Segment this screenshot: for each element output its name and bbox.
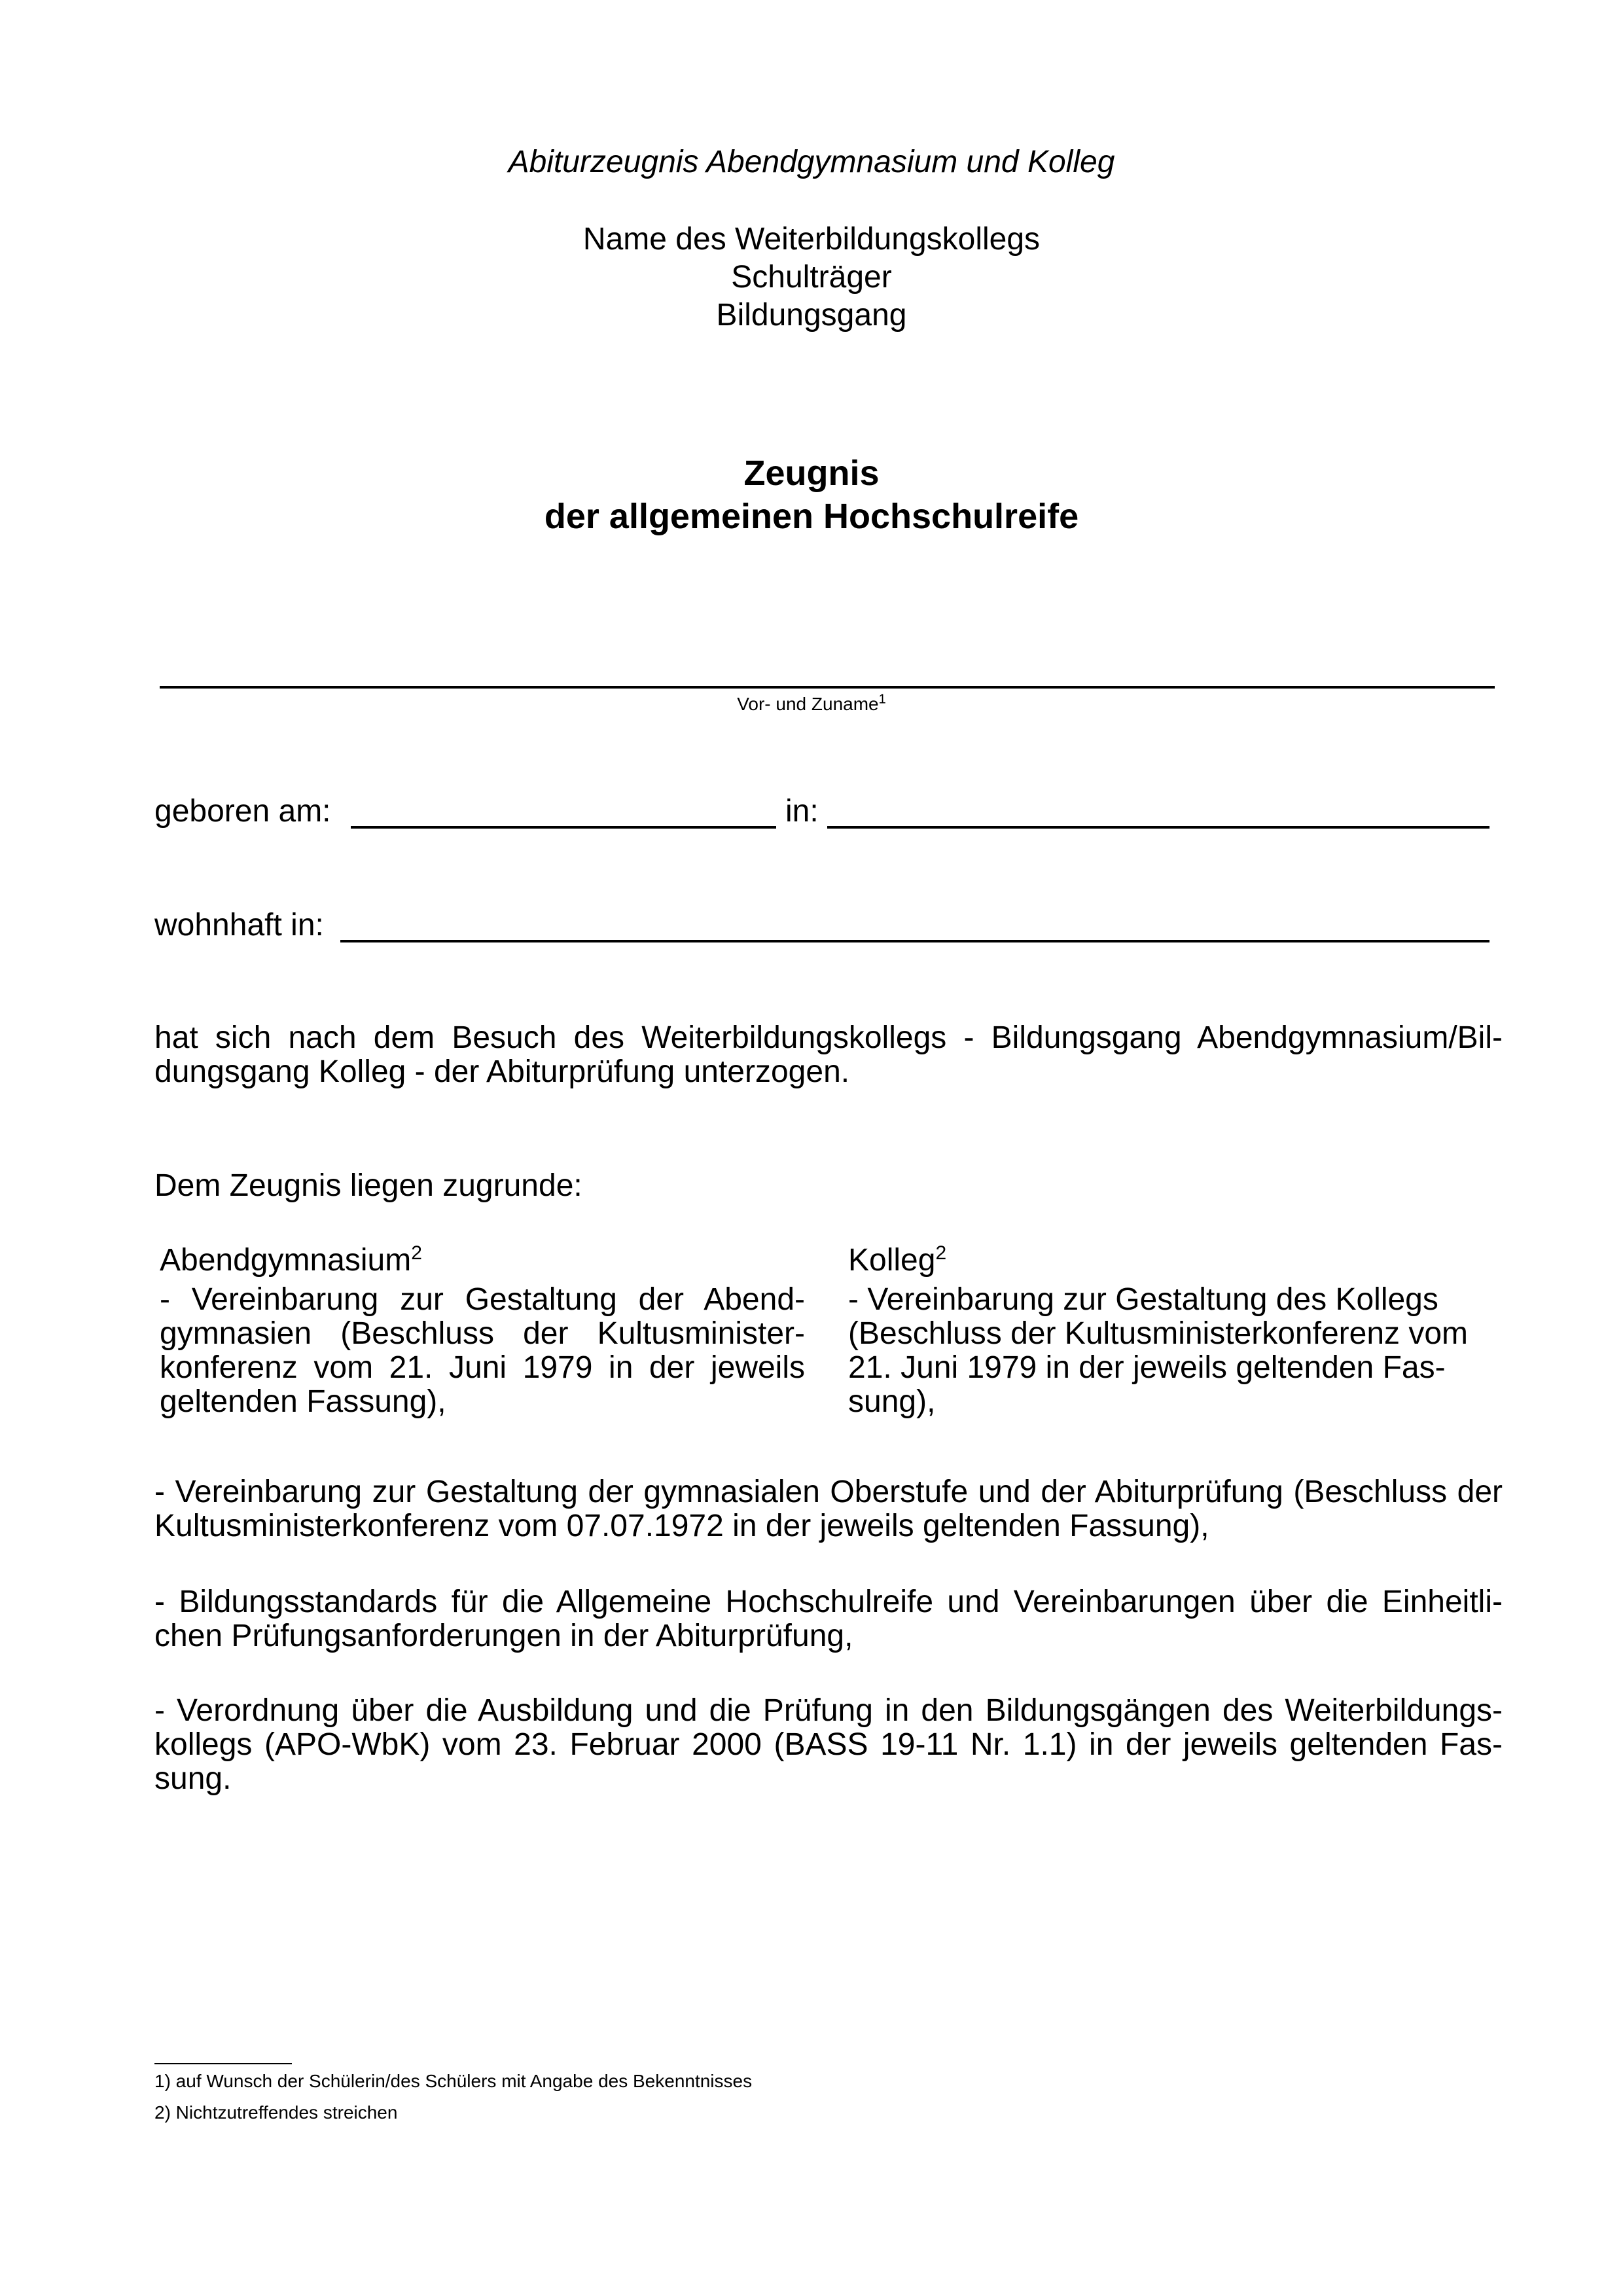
footnote-2: 2) Nichtzutreffendes streichen: [154, 2102, 398, 2123]
clause-apo-wbk: - Verordnung über die Ausbildung und die Prüfung in den Bildungsgängen des Weiterbildungs- kollegs (APO-WbK) vom 23. Februar 2000 (BASS 19-11 Nr. 1.1) in der jeweils geltenden Fas- sung.: [154, 1693, 1503, 1796]
basis-intro: Dem Zeugnis liegen zugrunde:: [154, 1168, 582, 1203]
column-text-abendgymnasium: - Vereinbarung zur Gestaltung der Abend- gymnasien (Beschluss der Kultusminister- konferenz vom 21. Juni 1979 in der jeweils geltenden Fassung),: [160, 1282, 805, 1419]
born-label: geboren am:: [154, 794, 331, 829]
footnote-ref-2: 2: [411, 1242, 422, 1264]
footnote-1: 1) auf Wunsch der Schülerin/des Schülers mit Angabe des Bekenntnisses: [154, 2071, 753, 2091]
statement-paragraph: hat sich nach dem Besuch des Weiterbildungskollegs - Bildungsgang Abendgymnasium/Bil- dungsgang Kolleg - der Abiturprüfung unterzogen.: [154, 1020, 1503, 1089]
school-name: Name des Weiterbildungskollegs: [582, 222, 1041, 257]
certificate-title: Zeugnis: [743, 454, 880, 493]
footnote-separator: [154, 2063, 292, 2064]
column-heading-abendgymnasium: Abendgymnasium$^2$: [160, 1242, 422, 1278]
birth-date-line: [351, 826, 776, 829]
footnote-ref-2: 2: [935, 1242, 947, 1264]
name-line: [160, 686, 1495, 689]
name-caption: Vor- und Zuname$^1$: [737, 692, 886, 714]
birth-place-label: in:: [785, 794, 819, 829]
column-text-kolleg: - Vereinbarung zur Gestaltung des Kollegs (Beschluss der Kultusministerkonferenz vom 21. Juni 1979 in der jeweils geltenden Fas- sung),: [848, 1282, 1469, 1419]
residence-label: wohnhaft in:: [154, 908, 324, 942]
clause-gymnasial-oberstufe: - Vereinbarung zur Gestaltung der gymnasialen Oberstufe und der Abiturprüfung (Beschluss der Kultusministerkonferenz vom 07.07.1972 in der jeweils geltenden Fassung),: [154, 1475, 1503, 1543]
birth-place-line: [827, 826, 1489, 829]
education-track: Bildungsgang: [716, 298, 907, 332]
certificate-subtitle: der allgemeinen Hochschulreife: [544, 497, 1079, 536]
clause-bildungsstandards: - Bildungsstandards für die Allgemeine Hochschulreife und Vereinbarungen über die Einheitli- chen Prüfungsanforderungen in der Abiturprüfung,: [154, 1585, 1503, 1653]
residence-line: [340, 940, 1489, 942]
document-type-heading: Abiturzeugnis Abendgymnasium und Kolleg: [508, 145, 1115, 179]
footnote-ref-1: 1: [878, 692, 886, 707]
column-heading-kolleg: Kolleg$^2$: [848, 1242, 947, 1278]
school-operator: Schulträger: [731, 260, 892, 295]
